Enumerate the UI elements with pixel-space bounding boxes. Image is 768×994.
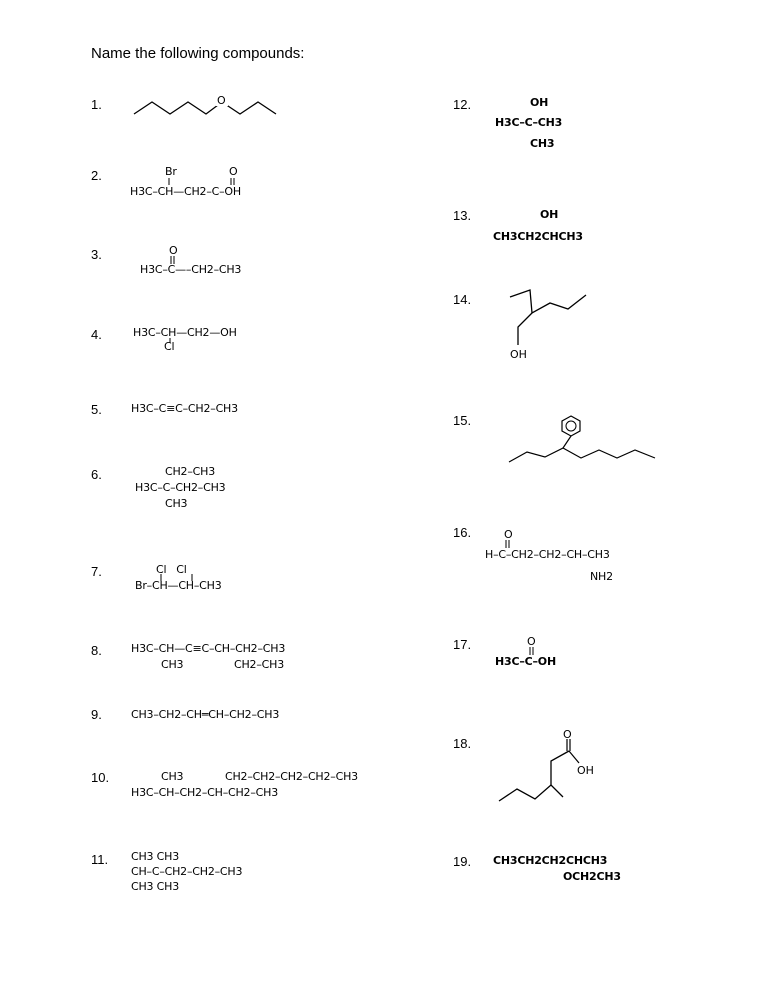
q17-formula: H3C–C–OH bbox=[495, 655, 556, 668]
q19-ether-branch: OCH2CH3 bbox=[563, 870, 621, 883]
q12-bottom: CH3 bbox=[530, 137, 555, 150]
q10-top-branch-2: CH2–CH2–CH2–CH2–CH3 bbox=[225, 770, 358, 783]
question-number-15: 15. bbox=[453, 413, 472, 428]
structure-15-skeletal bbox=[505, 412, 665, 472]
q2-formula: H3C–CH—CH2–C–OH bbox=[130, 185, 241, 198]
q3-formula: H3C–C—–CH2–CH3 bbox=[140, 263, 242, 276]
q2-o-label: O bbox=[229, 165, 238, 178]
q6-bottom-branch: CH3 bbox=[165, 497, 188, 510]
q6-formula: H3C–C–CH2–CH3 bbox=[135, 481, 226, 494]
q11-bottom-branches: CH3 CH3 bbox=[131, 880, 179, 893]
q9-formula: CH3–CH2–CH═CH–CH2–CH3 bbox=[131, 708, 280, 721]
question-number-18: 18. bbox=[453, 736, 472, 751]
q16-formula: H–C–CH2–CH2–CH–CH3 bbox=[485, 548, 610, 561]
q11-formula: CH–C–CH2–CH2–CH3 bbox=[131, 865, 243, 878]
q18-o-label: O bbox=[563, 728, 572, 741]
q13-formula: CH3CH2CHCH3 bbox=[493, 230, 583, 243]
structure-14-skeletal bbox=[500, 285, 600, 365]
q10-top-branch-1: CH3 bbox=[161, 770, 184, 783]
oxygen-atom-label: O bbox=[217, 94, 226, 107]
question-number-16: 16. bbox=[453, 525, 472, 540]
question-number-9: 9. bbox=[91, 707, 102, 722]
q4-bonds bbox=[130, 338, 190, 344]
question-number-5: 5. bbox=[91, 402, 102, 417]
question-number-3: 3. bbox=[91, 247, 102, 262]
question-number-7: 7. bbox=[91, 564, 102, 579]
question-number-11: 11. bbox=[91, 852, 109, 867]
q19-formula: CH3CH2CH2CHCH3 bbox=[493, 854, 608, 867]
q17-o-label: O bbox=[527, 635, 536, 648]
q5-formula: H3C–C≡C–CH2–CH3 bbox=[131, 402, 238, 415]
question-number-10: 10. bbox=[91, 770, 110, 785]
question-number-13: 13. bbox=[453, 208, 472, 223]
question-number-4: 4. bbox=[91, 327, 102, 342]
q10-formula: H3C–CH–CH2–CH–CH2–CH3 bbox=[131, 786, 279, 799]
q16-nh2-label: NH2 bbox=[590, 570, 613, 583]
q18-oh-label: OH bbox=[577, 764, 594, 777]
q16-o-label: O bbox=[504, 528, 513, 541]
question-number-6: 6. bbox=[91, 467, 102, 482]
structure-18-skeletal bbox=[495, 728, 605, 805]
q11-top-branches: CH3 CH3 bbox=[131, 850, 179, 863]
q7-top-labels: Cl Cl bbox=[156, 563, 187, 576]
q3-o-label: O bbox=[169, 244, 178, 257]
q8-sub1: CH3 bbox=[161, 658, 184, 671]
q13-oh-label: OH bbox=[540, 208, 559, 221]
question-number-14: 14. bbox=[453, 292, 472, 307]
q2-br-label: Br bbox=[165, 165, 177, 178]
q8-formula: H3C–CH—C≡C–CH–CH2–CH3 bbox=[131, 642, 286, 655]
question-number-1: 1. bbox=[91, 97, 102, 112]
q4-cl-label: Cl bbox=[164, 340, 175, 353]
q8-sub2: CH2–CH3 bbox=[234, 658, 285, 671]
q14-oh-label: OH bbox=[510, 348, 527, 361]
question-number-12: 12. bbox=[453, 97, 472, 112]
q7-formula: Br–CH—CH–CH3 bbox=[135, 579, 222, 592]
structure-1-skeletal bbox=[130, 92, 280, 122]
q12-formula: H3C–C–CH3 bbox=[495, 116, 563, 129]
page-title: Name the following compounds: bbox=[91, 45, 305, 62]
q6-top-branch: CH2–CH3 bbox=[165, 465, 216, 478]
question-number-17: 17. bbox=[453, 637, 472, 652]
question-number-19: 19. bbox=[453, 854, 472, 869]
question-number-2: 2. bbox=[91, 168, 102, 183]
q12-oh-label: OH bbox=[530, 96, 549, 109]
q4-formula: H3C–CH—CH2—OH bbox=[133, 326, 237, 339]
question-number-8: 8. bbox=[91, 643, 102, 658]
